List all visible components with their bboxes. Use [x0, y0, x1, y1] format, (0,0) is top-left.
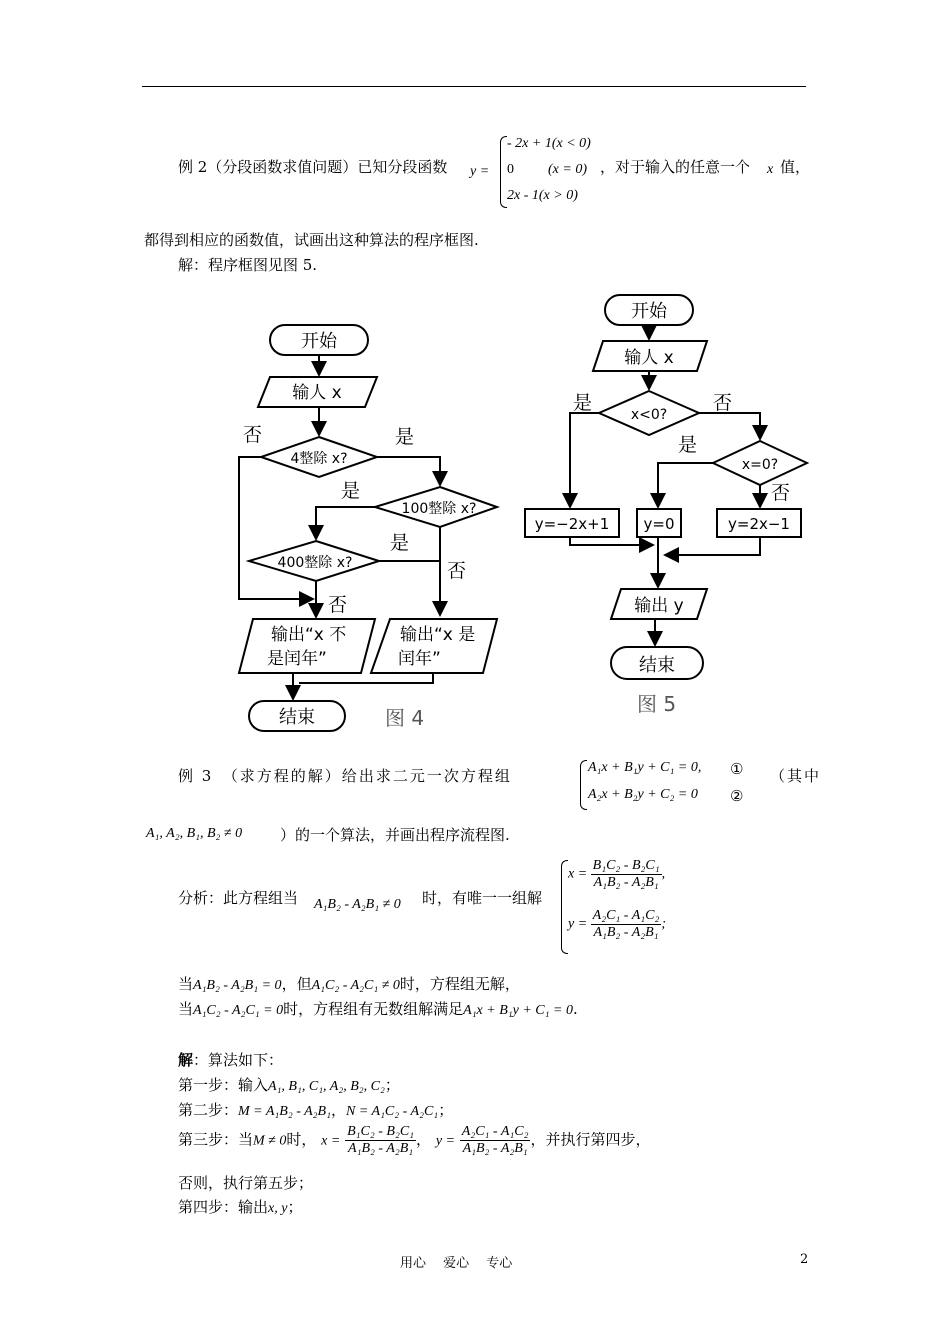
step-3-x: x = — [321, 1133, 341, 1149]
fig4-d2-label: 100整除 x? — [401, 501, 477, 517]
solution-x-lhs: x = — [568, 866, 588, 882]
fig4-d1-label: 4整除 x? — [290, 451, 348, 467]
step-1 — [178, 1074, 400, 1095]
fig5-input-label: 输人 x — [624, 348, 674, 368]
fig4-yes-3: 是 — [390, 532, 410, 554]
piecewise-case2-value: 0 — [507, 162, 514, 177]
ex2-intro: 例 2（分段函数求值问题）已知分段函数 — [178, 158, 448, 176]
eq2-mark: ② — [730, 787, 744, 805]
ex3-condition: A₁, A₂, B₁, B₂ ≠ 0 — [146, 826, 243, 841]
piecewise-brace — [500, 136, 507, 208]
solution-y-numerator: A₂C₁ - A₁C₂ — [592, 908, 660, 923]
step-1-vars: A₁, B₁, C₁, A₂, B₂, C₂ — [268, 1079, 385, 1094]
ex3-intro: 例 3 （求方程的解）给出求二元一次方程组 — [178, 767, 512, 785]
fig4-out-yes-line1: 输出“x 是 — [400, 625, 476, 645]
ex2-after: ，对于输入的任意一个 — [600, 158, 751, 176]
step-4-label: 第四步：输出 — [178, 1198, 269, 1216]
ex3-tail: （其中 — [770, 767, 822, 785]
solution-x-end: , — [661, 866, 666, 882]
case-a-eq2: A₁C₂ - A₂C₁ ≠ 0 — [311, 978, 400, 993]
solution-y-end: ; — [661, 916, 667, 932]
step-4 — [178, 1196, 302, 1217]
analysis-intro: 分析：此方程组当 — [178, 889, 299, 907]
step-3-x-fraction — [345, 1124, 416, 1157]
flowchart-fig5 — [515, 285, 815, 725]
ex2-line2: 都得到相应的函数值，试画出这种算法的程序框图. — [144, 231, 479, 249]
fig5-d2-label: x=0? — [741, 457, 779, 473]
step-3-y: y = — [435, 1133, 456, 1149]
analysis-unique: 时，有唯一一组解 — [422, 889, 543, 907]
system-brace — [580, 760, 587, 810]
fig5-no-2: 否 — [771, 482, 791, 504]
solution-y-fraction — [591, 908, 662, 941]
fig5-start-label: 开始 — [631, 301, 667, 322]
fig5-yes-2: 是 — [678, 434, 698, 456]
fig5-yes-1: 是 — [573, 392, 593, 414]
ex2-solution: 解：程序框图见图 5. — [178, 256, 318, 274]
fig4-yes-1: 是 — [395, 426, 415, 448]
case-infinite-solutions — [178, 998, 578, 1019]
fig5-d1-label: x<0? — [630, 407, 668, 423]
step-3-x-denominator: A₁B₂ - A₂B₁ — [348, 1141, 414, 1156]
fig5-output-label: 输出 y — [634, 596, 684, 616]
step-3-y-fraction — [460, 1124, 531, 1157]
fig4-no-1: 否 — [243, 424, 263, 446]
solution-y — [568, 908, 666, 941]
flowchart-fig4 — [225, 315, 525, 750]
step-4-vars: x, y — [268, 1201, 288, 1216]
step-3-y-numerator: A₂C₁ - A₁C₂ — [461, 1124, 529, 1139]
step-1-label: 第一步：输入 — [178, 1076, 269, 1094]
step-2 — [178, 1099, 453, 1120]
solution-x-numerator: B₁C₂ - B₂C₁ — [592, 858, 660, 873]
system-eq2: A₂x + B₂y + C₂ = 0 — [588, 787, 698, 802]
fig4-out-not-line2: 是闰年” — [267, 649, 327, 669]
fig4-d3-label: 400整除 x? — [277, 555, 353, 571]
case-a-prefix: 当 — [178, 975, 194, 993]
solution-x — [568, 858, 665, 891]
fig5-process-pos-label: y=2x−1 — [728, 515, 790, 533]
step-2-label: 第二步： — [178, 1101, 239, 1119]
ex2-x: x — [767, 162, 774, 177]
step-3-x-numerator: B₁C₂ - B₂C₁ — [347, 1124, 415, 1139]
fig4-no-2: 否 — [447, 560, 467, 582]
case-no-solution — [178, 973, 520, 994]
step-3-sep: ， — [416, 1130, 432, 1149]
ex2-val: 值， — [780, 158, 811, 176]
algorithm-after: ：算法如下： — [193, 1051, 284, 1069]
ex3-condition-after: ）的一个算法，并画出程序流程图. — [280, 826, 510, 844]
step-3-y-denominator: A₁B₂ - A₂B₁ — [462, 1141, 528, 1156]
fig4-input-label: 输人 x — [292, 383, 342, 403]
algorithm-label: 解 — [178, 1051, 194, 1069]
case-b-result: 时，方程组有无数组解满足 — [283, 1000, 464, 1018]
header-rule — [142, 86, 806, 87]
solution-x-denominator: A₁B₂ - A₂B₁ — [593, 875, 659, 890]
fig4-out-yes-line2: 闰年” — [398, 649, 441, 669]
algorithm-heading — [178, 1049, 283, 1070]
footer-motto: 用心 爱心 专心 — [400, 1256, 513, 1271]
step-3-cond: M ≠ 0 — [253, 1133, 287, 1149]
step-3-label: 第三步：当 — [178, 1130, 254, 1149]
system-eq1: A₁x + B₁y + C₁ = 0, — [588, 760, 702, 775]
fig4-no-3: 否 — [328, 594, 348, 616]
step-2-m: M = A₁B₂ - A₂B₁ — [238, 1104, 331, 1119]
analysis-condition: A₁B₂ - A₂B₁ ≠ 0 — [314, 897, 401, 912]
fig4-yes-2: 是 — [341, 480, 361, 502]
case-b-eq2: A₁x + B₁y + C₁ = 0 — [463, 1003, 573, 1018]
fig5-no-1: 否 — [713, 392, 733, 414]
piecewise-case1: - 2x + 1(x < 0) — [507, 136, 591, 151]
solution-x-fraction — [591, 858, 662, 891]
fig4-start-label: 开始 — [301, 331, 337, 352]
step-3-else: 否则，执行第五步； — [178, 1174, 314, 1192]
step-2-end: ； — [438, 1101, 454, 1119]
step-3-then: ，并执行第四步， — [530, 1130, 651, 1149]
fig5-process-zero-label: y=0 — [643, 515, 675, 533]
page-number: 2 — [800, 1252, 809, 1267]
step-1-end: ； — [384, 1076, 400, 1094]
step-4-end: ； — [287, 1198, 303, 1216]
step-2-sep: ， — [330, 1101, 346, 1119]
fig4-end-label: 结束 — [279, 707, 315, 728]
eq1-mark: ① — [730, 760, 744, 778]
fig5-caption: 图 5 — [637, 692, 677, 716]
step-3-when: 时， — [286, 1130, 317, 1149]
case-b-end: . — [572, 1000, 578, 1018]
step-2-n: N = A₁C₂ - A₂C₁ — [345, 1104, 439, 1119]
solution-brace — [561, 860, 568, 954]
fig5-process-neg-label: y=−2x+1 — [534, 515, 610, 533]
case-b-eq1: A₁C₂ - A₂C₁ = 0 — [193, 1003, 284, 1018]
case-b-prefix: 当 — [178, 1000, 194, 1018]
fig4-caption: 图 4 — [385, 706, 425, 730]
piecewise-case3: 2x - 1(x > 0) — [507, 188, 578, 203]
piecewise-case2-cond: (x = 0) — [548, 162, 587, 177]
step-3 — [178, 1124, 650, 1157]
solution-y-lhs: y = — [568, 916, 588, 932]
case-a-eq1: A₁B₂ - A₂B₁ = 0 — [193, 978, 282, 993]
case-a-but: ，但 — [281, 975, 312, 993]
fig5-end-label: 结束 — [639, 655, 675, 676]
ex2-y: y = — [470, 164, 490, 179]
solution-y-denominator: A₁B₂ - A₂B₁ — [593, 925, 659, 940]
fig4-out-not-line1: 输出“x 不 — [271, 625, 347, 645]
case-a-result: 时，方程组无解， — [399, 975, 520, 993]
